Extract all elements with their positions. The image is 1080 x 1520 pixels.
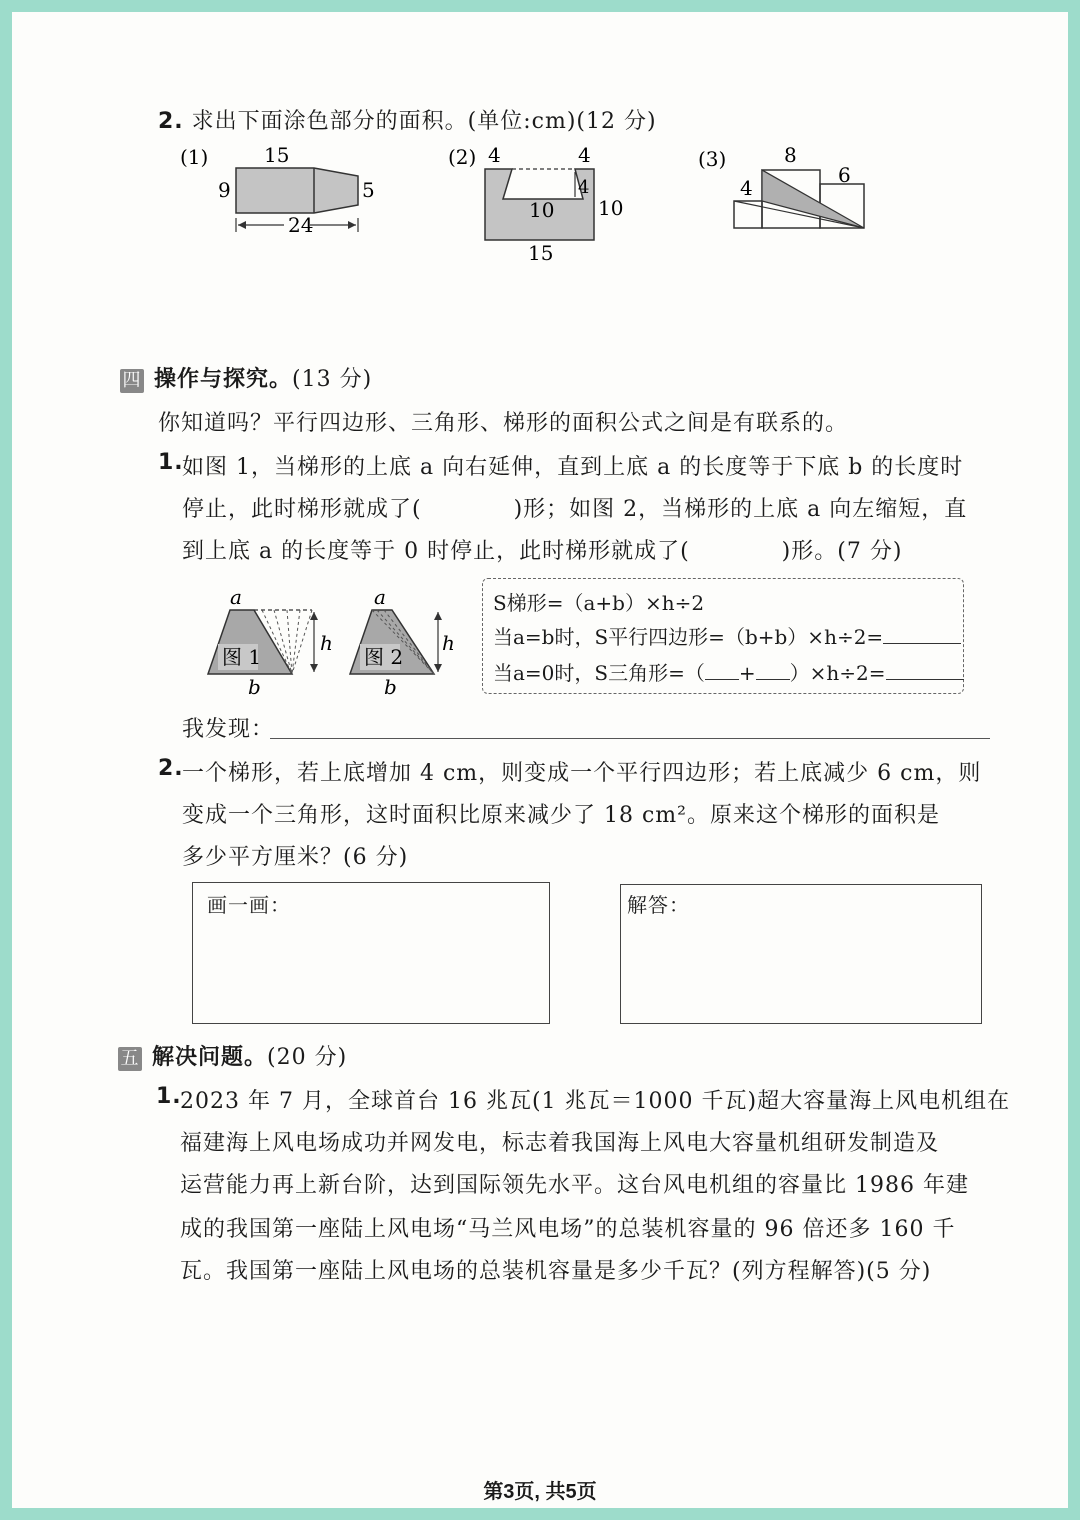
formula-triangle-text: 当a=0时，S三角形=（ xyxy=(493,661,705,685)
s4-figure-1 xyxy=(208,585,333,699)
parallelogram-answer-blank[interactable] xyxy=(883,643,961,644)
s4-q1-line3: 到上底 a 的长度等于 0 时停止，此时梯形就成了( )形。(7 分) xyxy=(182,539,903,564)
draw-box[interactable] xyxy=(192,882,550,1024)
q2-figures xyxy=(12,12,1068,282)
fig2-tl: 4 xyxy=(488,143,501,167)
triangle-blank-1[interactable] xyxy=(705,679,739,680)
s4-q1-line2: 停止，此时梯形就成了( )形；如图 2，当梯形的上底 a 向左缩短，直 xyxy=(182,497,968,522)
formula-trapezoid: S梯形=（a+b）×h÷2 xyxy=(493,591,705,615)
section-5-heading xyxy=(118,1040,347,1071)
formula-parallelogram xyxy=(493,621,961,650)
triangle-answer-blank[interactable] xyxy=(886,679,964,680)
fig3-right: 6 xyxy=(838,163,851,187)
q2-number: 2. xyxy=(158,109,184,134)
fig3-left: 4 xyxy=(740,176,753,200)
section-5-badge: 五 xyxy=(118,1047,142,1071)
fig-b-2: b xyxy=(384,675,397,699)
solution-box-label: 解答： xyxy=(627,893,690,917)
s5-q1-line4: 成的我国第一座陆上风电场“马兰风电场”的总装机容量的 96 倍还多 160 千 xyxy=(180,1217,956,1242)
s5-q1-line5: 瓦。我国第一座陆上风电场的总装机容量是多少千瓦？(列方程解答)(5 分) xyxy=(180,1259,932,1284)
s4-fig2-label: 图 2 xyxy=(364,645,404,669)
s4-figure-2 xyxy=(350,585,455,699)
draw-box-label: 画一画： xyxy=(207,893,291,917)
formula-triangle-rest: ）×h÷2= xyxy=(789,661,886,685)
fig3-square-small xyxy=(734,201,762,228)
section-5-score: (20 分) xyxy=(267,1045,348,1070)
formula-triangle-plus: + xyxy=(738,661,756,685)
formula-triangle xyxy=(493,657,964,686)
s4-q1-line1: 如图 1，当梯形的上底 a 向右延伸，直到上底 a 的长度等于下底 b 的长度时 xyxy=(182,455,964,480)
section-4-title: 操作与探究。 xyxy=(154,366,293,392)
fig1-label: (1) xyxy=(180,145,209,169)
fig2-side: 10 xyxy=(598,196,624,220)
solution-box[interactable] xyxy=(620,884,982,1024)
fig-b-1: b xyxy=(248,675,261,699)
discover-label: 我发现： xyxy=(182,717,275,742)
s4-q2-line2: 变成一个三角形，这时面积比原来减少了 18 cm²。原来这个梯形的面积是 xyxy=(182,803,940,828)
fig3-label: (3) xyxy=(698,147,727,171)
fig2-bottom: 15 xyxy=(528,241,554,265)
section-4-intro: 你知道吗？平行四边形、三角形、梯形的面积公式之间是有联系的。 xyxy=(158,411,849,436)
fig-a-1: a xyxy=(230,585,242,609)
fig1-right: 5 xyxy=(362,178,375,202)
triangle-blank-2[interactable] xyxy=(756,679,790,680)
fig2-inner-h: 4 xyxy=(578,177,590,198)
fig2-label: (2) xyxy=(448,145,477,169)
s5-q1-number: 1. xyxy=(156,1084,182,1109)
section-4-score: (13 分) xyxy=(292,367,373,392)
s4-trapezoid-figures xyxy=(12,582,482,702)
s4-q2-number: 2. xyxy=(158,756,184,781)
fig3-top: 8 xyxy=(784,143,797,167)
section-4-badge: 四 xyxy=(120,369,144,393)
fig1-left: 9 xyxy=(218,178,231,202)
s5-q1-line3: 运营能力再上新台阶，达到国际领先水平。这台风电机组的容量比 1986 年建 xyxy=(180,1173,969,1198)
fig-h-1: h xyxy=(320,631,333,655)
worksheet-page xyxy=(12,12,1068,1508)
page-footer: 第3页, 共5页 xyxy=(483,1481,597,1503)
formula-parallelogram-text: 当a=b时，S平行四边形=（b+b）×h÷2= xyxy=(493,625,884,649)
s5-q1-line1: 2023 年 7 月，全球首台 16 兆瓦(1 兆瓦＝1000 千瓦)超大容量海上风电机组在 xyxy=(180,1089,1011,1114)
section-4-heading xyxy=(120,362,372,393)
fig2-tr: 4 xyxy=(578,143,591,167)
discover-answer-line[interactable] xyxy=(270,738,990,739)
section-5-title: 解决问题。 xyxy=(152,1044,268,1070)
fig1-bottom: 24 xyxy=(288,213,314,237)
q2-figure-3 xyxy=(698,143,864,228)
q2-title: 求出下面涂色部分的面积。(单位:cm)(12 分) xyxy=(191,109,657,134)
s4-fig1-label: 图 1 xyxy=(222,645,262,669)
fig1-shaded-shape xyxy=(236,168,358,213)
s4-q2-line1: 一个梯形，若上底增加 4 cm，则变成一个平行四边形；若上底减少 6 cm，则 xyxy=(182,761,982,786)
s4-q2-line3: 多少平方厘米？(6 分) xyxy=(182,845,409,870)
fig-a-2: a xyxy=(374,585,386,609)
s4-q1-number: 1. xyxy=(158,450,184,475)
q2-figure-1 xyxy=(180,143,375,237)
s5-q1-line2: 福建海上风电场成功并网发电，标志着我国海上风电大容量机组研发制造及 xyxy=(180,1131,940,1156)
fig2-inner-w: 10 xyxy=(529,198,555,222)
fig1-top: 15 xyxy=(264,143,290,167)
formula-box xyxy=(482,578,964,694)
fig-h-2: h xyxy=(442,631,455,655)
q2-figure-2 xyxy=(448,143,623,265)
